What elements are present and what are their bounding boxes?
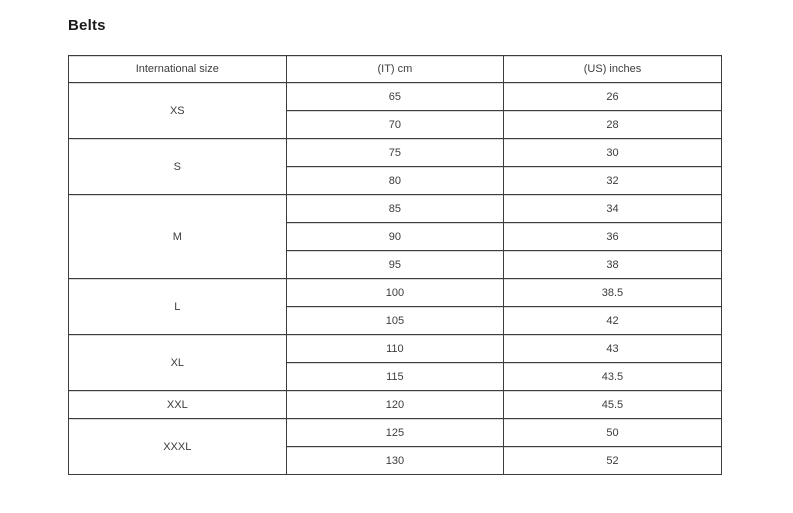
- cm-cell: 125: [286, 419, 504, 447]
- page-title: Belts: [68, 17, 106, 34]
- inches-cell: 34: [504, 195, 722, 223]
- table-row: [69, 139, 722, 167]
- cm-cell: 80: [286, 167, 504, 195]
- inches-cell: 30: [504, 139, 722, 167]
- inches-cell: 43: [504, 335, 722, 363]
- table-row: [69, 419, 722, 447]
- size-cell-xxxl: XXXL: [69, 419, 287, 475]
- cm-cell: 65: [286, 83, 504, 111]
- inches-cell: 36: [504, 223, 722, 251]
- column-header-us-inches: (US) inches: [504, 56, 722, 83]
- inches-cell: 28: [504, 111, 722, 139]
- size-cell-xs: XS: [69, 83, 287, 139]
- column-header-international-size: International size: [69, 56, 287, 83]
- size-cell-xl: XL: [69, 335, 287, 391]
- inches-cell: 38: [504, 251, 722, 279]
- inches-cell: 42: [504, 307, 722, 335]
- cm-cell: 85: [286, 195, 504, 223]
- cm-cell: 95: [286, 251, 504, 279]
- cm-cell: 130: [286, 447, 504, 475]
- inches-cell: 43.5: [504, 363, 722, 391]
- belts-size-table: [68, 55, 722, 475]
- size-cell-xxl: XXL: [69, 391, 287, 419]
- header-row: [69, 56, 722, 83]
- cm-cell: 105: [286, 307, 504, 335]
- size-cell-m: M: [69, 195, 287, 279]
- inches-cell: 45.5: [504, 391, 722, 419]
- size-cell-l: L: [69, 279, 287, 335]
- table-row: [69, 335, 722, 363]
- table-row: [69, 279, 722, 307]
- cm-cell: 90: [286, 223, 504, 251]
- table-row: [69, 83, 722, 111]
- inches-cell: 52: [504, 447, 722, 475]
- cm-cell: 100: [286, 279, 504, 307]
- cm-cell: 115: [286, 363, 504, 391]
- column-header-it-cm: (IT) cm: [286, 56, 504, 83]
- table-row: [69, 391, 722, 419]
- cm-cell: 110: [286, 335, 504, 363]
- cm-cell: 70: [286, 111, 504, 139]
- inches-cell: 50: [504, 419, 722, 447]
- inches-cell: 32: [504, 167, 722, 195]
- inches-cell: 38.5: [504, 279, 722, 307]
- inches-cell: 26: [504, 83, 722, 111]
- cm-cell: 75: [286, 139, 504, 167]
- cm-cell: 120: [286, 391, 504, 419]
- size-cell-s: S: [69, 139, 287, 195]
- table-row: [69, 195, 722, 223]
